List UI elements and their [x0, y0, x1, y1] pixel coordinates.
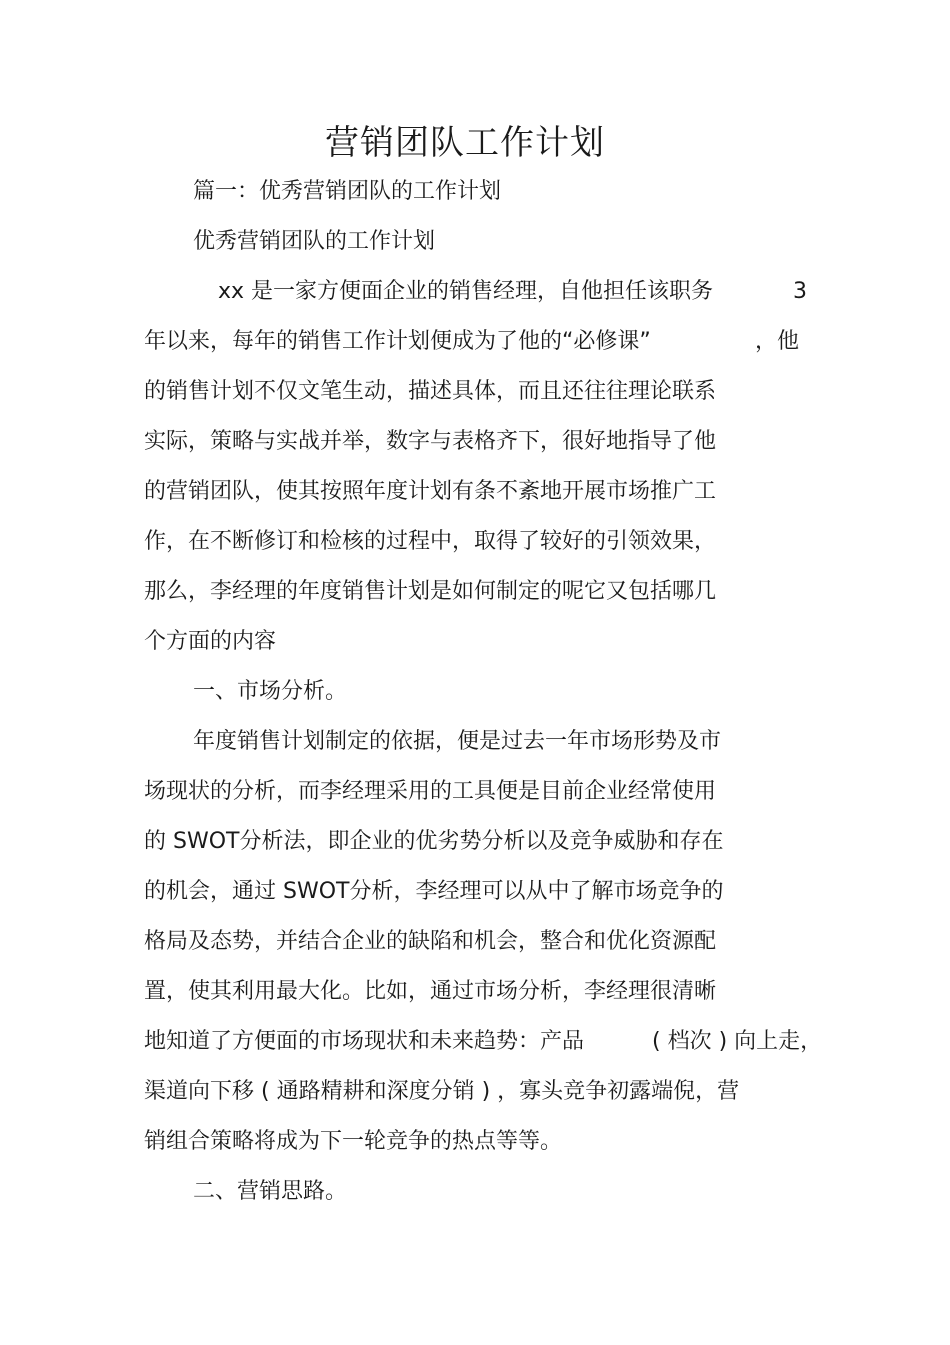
document-title: 营销团队工作计划 [325, 123, 605, 163]
paragraph-line: 的机会，通过 SWOT分析，李经理可以从中了解市场竞争的 [144, 879, 724, 904]
paragraph-line: 渠道向下移 ( 通路精耕和深度分销 ) ，寡头竞争初露端倪，营 [144, 1079, 740, 1104]
paragraph-line: 实际，策略与实战并举，数字与表格齐下，很好地指导了他 [144, 429, 717, 454]
paragraph-line: xx 是一家方便面企业的销售经理，自他担任该职务 [218, 279, 714, 304]
paragraph-line: 格局及态势，并结合企业的缺陷和机会，整合和优化资源配 [144, 929, 717, 954]
paragraph-line: 那么，李经理的年度销售计划是如何制定的呢它又包括哪几 [144, 579, 717, 604]
section-heading-market-analysis: 一、市场分析。 [193, 679, 348, 704]
paragraph-line: 作，在不断修订和检核的过程中，取得了较好的引领效果， [144, 529, 717, 554]
paragraph-line: 3 [793, 279, 807, 304]
paragraph-line: 销组合策略将成为下一轮竞争的热点等等。 [144, 1129, 563, 1154]
paragraph-line: ( 档次 ) 向上走， [652, 1029, 823, 1054]
paragraph-line: 年以来，每年的销售工作计划便成为了他的“必修课” [144, 329, 651, 354]
subheading: 优秀营销团队的工作计划 [193, 229, 436, 254]
paragraph-line: 的营销团队，使其按照年度计划有条不紊地开展市场推广工 [144, 479, 717, 504]
paragraph-line: 的销售计划不仅文笔生动，描述具体，而且还往往理论联系 [144, 379, 717, 404]
section-heading: 篇一：优秀营销团队的工作计划 [193, 179, 502, 204]
paragraph-line: 个方面的内容 [144, 629, 277, 654]
paragraph-line: 年度销售计划制定的依据，便是过去一年市场形势及市 [193, 729, 722, 754]
section-heading-marketing-ideas: 二、营销思路。 [193, 1179, 348, 1204]
paragraph-line: 置，使其利用最大化。比如，通过市场分析，李经理很清晰 [144, 979, 717, 1004]
paragraph-line: 场现状的分析，而李经理采用的工具便是目前企业经常使用 [144, 779, 717, 804]
paragraph-line: 的 SWOT分析法，即企业的优劣势分析以及竞争威胁和存在 [144, 829, 724, 854]
paragraph-line: ，他 [755, 329, 800, 354]
paragraph-line: 地知道了方便面的市场现状和未来趋势：产品 [144, 1029, 585, 1054]
